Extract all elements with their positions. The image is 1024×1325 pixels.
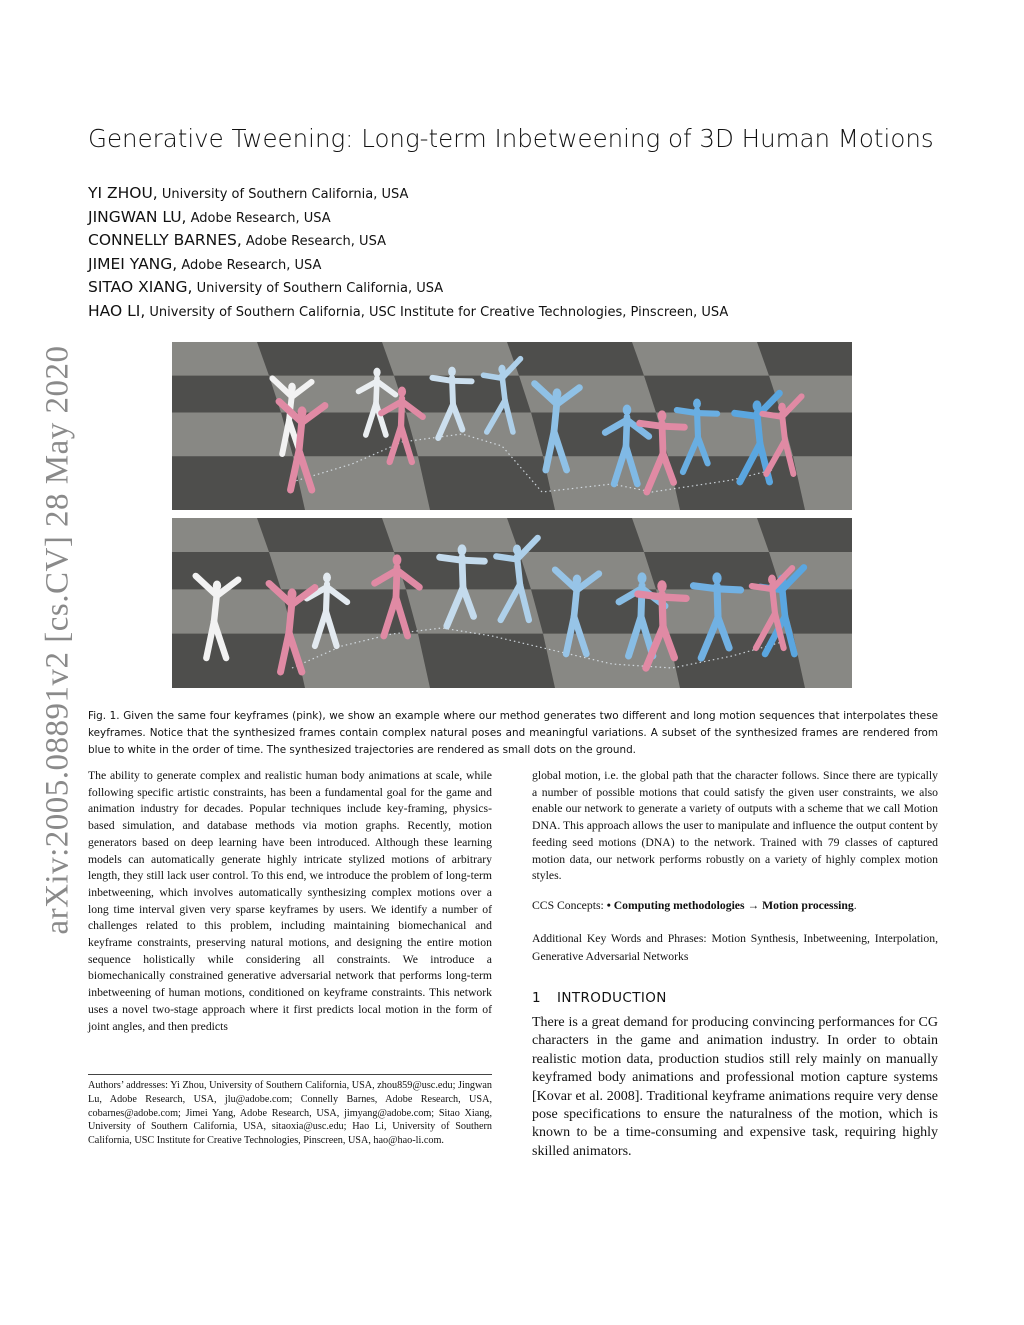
floor-tile xyxy=(519,376,656,413)
abstract-left-column: The ability to generate complex and realistic human body animations at scale, while following specific artistic constraints, has been a fundamental goal for the game and animation industry for decades. Popular techniques include key-framing, physics-based simulation, and database methods via motion graphs. Recently, motion generators based on deep learning have been introduced. Although these learning models can automatically generate highly intricate stylized motions of arbitrary length, they still lack user control. To this end, we introduce the problem of long-term inbetweening, which involves automatically synthesizing complex motions over a long time interval given very sparse keyframes by users. We identify a number of challenges related to this problem, including maintaining biomechanical and keyframe constraints, preserving natural motions, and designing the entire motion sequence holistically while considering all constraints. We introduce a biomechanically constrained generative adversarial network that performs long-term inbetweening of human motions, conditioned on keyframe constraints. This network uses a novel two-stage approach where it first predicts local motion in the form of joint angles, and then predicts xyxy=(88,769,492,1033)
character-head xyxy=(637,572,646,583)
author-affiliation: Adobe Research, USA xyxy=(186,210,331,226)
author-entry xyxy=(88,301,968,325)
floor-tile xyxy=(382,518,519,552)
author-entry xyxy=(88,277,968,301)
floor-tile xyxy=(406,413,543,457)
character-head xyxy=(573,574,582,585)
author-addresses-footnote: Authors’ addresses: Yi Zhou, University of Southern California, USA, zhou859@usc.edu; Jingwan Lu, Adobe Research, USA, jlu@adobe.com; Connelly Barnes, Adobe Research, USA, cobarnes@adobe.com; Jimei Yang, Adobe Research, USA, jimyang@adobe.com; Sitao Xiang, University of Southern California, USA, sitaoxia@usc.edu; Hao Li, University of Southern California, USC Institute for Creative Technologies, Pinscreen, USA, hao@hao-li.com. xyxy=(88,1080,492,1147)
character-head xyxy=(213,580,221,591)
author-name: JIMEI YANG, xyxy=(88,254,178,273)
author-entry xyxy=(88,183,968,207)
character-limb xyxy=(697,413,717,414)
arxiv-identifier-stamp: arXiv:2005.08891v2 [cs.CV] 28 May 2020 xyxy=(39,345,76,935)
teaser-figure xyxy=(172,342,852,688)
character-limb xyxy=(484,375,502,378)
character-head xyxy=(778,403,786,413)
character-head xyxy=(553,388,562,399)
floor-tile xyxy=(293,456,430,510)
character-head xyxy=(498,365,505,374)
floor-tile xyxy=(172,342,269,376)
section-number: 1 xyxy=(532,990,541,1006)
paper-title: Generative Tweening: Long-term Inbetweening of 3D Human Motions xyxy=(88,124,934,153)
figure-caption: Fig. 1. Given the same four keyframes (pink), we show an example where our method generates two different and long motion sequences that interpolates these keyframes. Notice that the synthesized frames contain complex natural poses and meaningful variations. A subset of the synthesized frames are rendered from blue to white in the order of time. The synthesized trajectories are rendered as small dots on the ground. xyxy=(88,710,938,756)
author-list xyxy=(88,183,968,324)
floor-tile xyxy=(632,342,769,376)
author-name: HAO LI, xyxy=(88,301,146,320)
ccs-concept: • Computing methodologies → Motion processing xyxy=(606,899,854,912)
footnote-divider xyxy=(88,1074,492,1075)
character-head xyxy=(513,545,521,555)
ccs-concepts xyxy=(532,898,938,915)
character-head xyxy=(373,368,380,377)
floor-tile xyxy=(632,518,769,552)
character-head xyxy=(323,573,331,583)
floor-tile xyxy=(269,552,406,589)
section-title: INTRODUCTION xyxy=(557,990,667,1006)
author-entry xyxy=(88,254,968,278)
section-heading-introduction xyxy=(532,990,938,1006)
character-limb xyxy=(462,560,484,561)
character-head xyxy=(623,404,632,415)
author-name: YI ZHOU, xyxy=(88,184,158,202)
character-head xyxy=(458,544,467,555)
author-name: JINGWAN LU, xyxy=(88,207,187,226)
author-entry xyxy=(88,207,968,231)
character-head xyxy=(693,399,701,409)
character-head xyxy=(287,588,296,599)
character-head xyxy=(753,400,762,411)
character-limb xyxy=(662,426,684,427)
keywords: Additional Key Words and Phrases: Motion Synthesis, Inbetweening, Interpolation, Generative Adversarial Networks xyxy=(532,932,938,963)
author-entry xyxy=(88,230,968,254)
author-name: SITAO XIANG, xyxy=(88,278,193,296)
character-head xyxy=(288,383,296,393)
author-affiliation: Adobe Research, USA xyxy=(177,257,322,273)
ccs-prefix: CCS Concepts: xyxy=(532,899,607,912)
character-head xyxy=(658,410,667,421)
character-head xyxy=(768,575,776,585)
author-affiliation: University of Southern California, USC Institute for Creative Technologies, Pinscreen, USA xyxy=(145,304,729,320)
author-affiliation: Adobe Research, USA xyxy=(241,234,386,249)
author-name: CONNELLY BARNES, xyxy=(88,231,242,249)
floor-tile xyxy=(172,518,269,552)
author-affiliation: University of Southern California, USA xyxy=(192,281,444,296)
character-head xyxy=(297,406,306,417)
motion-sequence-panel-top xyxy=(172,342,852,510)
character-head xyxy=(398,387,406,397)
character-head xyxy=(657,580,666,592)
motion-sequence-panel-bottom xyxy=(172,518,852,688)
floor-tile xyxy=(172,413,293,457)
floor-tile xyxy=(656,413,793,457)
character-limb xyxy=(717,589,741,590)
ccs-suffix: . xyxy=(853,899,857,912)
author-affiliation: University of Southern California, USA xyxy=(157,187,409,202)
character-head xyxy=(448,367,456,377)
floor-tile xyxy=(172,589,293,633)
character-head xyxy=(393,554,402,565)
character-limb xyxy=(662,597,686,598)
character-limb xyxy=(452,381,472,382)
introduction-paragraph: There is a great demand for producing convincing performances for CG characters in the game and animation industry. In order to obtain realistic motion data, production studios still rely mainly on manually keyframed body animations and professional motion capture systems [Kovar et al. 2008]. Traditional keyframe animations require very dense pose specifications to ensure the naturalness of the motion, which is known to be a time-consuming and expensive task, requiring highly skilled animators. xyxy=(532,1015,938,1159)
character-head xyxy=(712,572,721,584)
abstract-right-column: global motion, i.e. the global path that the character follows. Since there are typically a number of possible motions that could satisfy the given user constraints, we also enable our network to generate a variety of outputs with a scheme that we call Motion DNA. This approach allows the user to manipulate and influence the output content by feeding seed motions (DNA) to the network. Trained with 79 classes of captured motion data, our network performs robustly on a variety of highly complex motion styles. xyxy=(532,769,938,883)
